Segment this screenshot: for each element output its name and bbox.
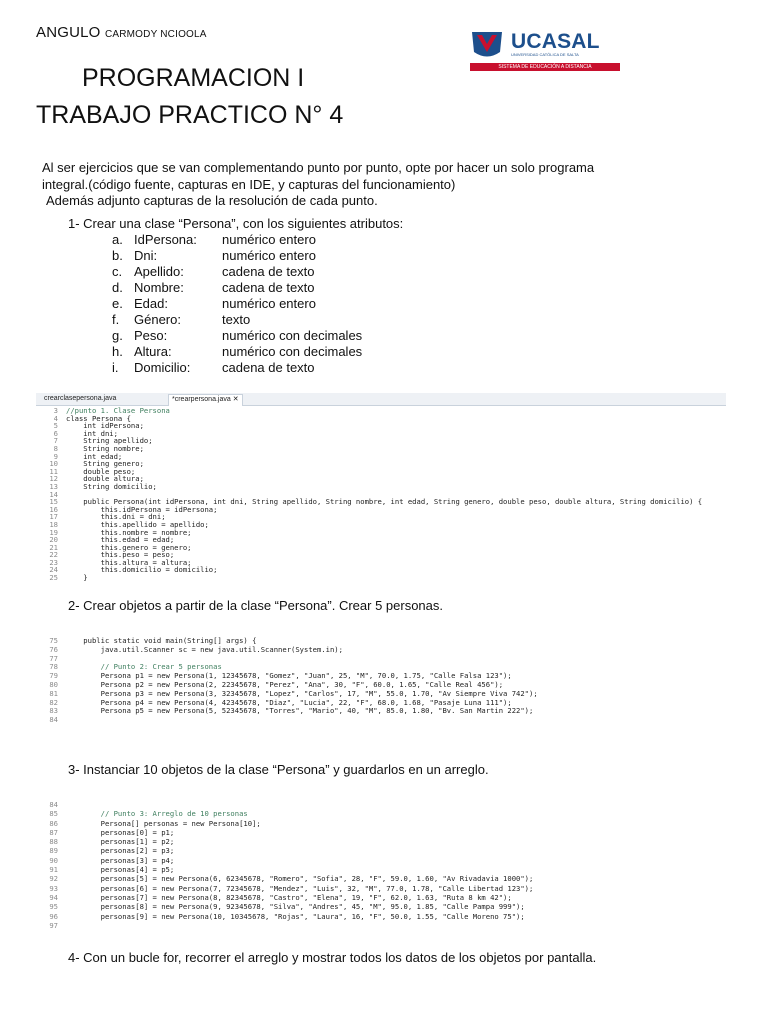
line-number: 95 [49, 902, 58, 912]
code-line [36, 482, 726, 490]
code-text: int edad; [66, 451, 123, 461]
attribute-type: numérico con decimales [222, 328, 363, 343]
attribute-name: Domicilio: [134, 360, 191, 375]
line-number: 14 [49, 489, 58, 499]
line-number: 19 [49, 527, 58, 537]
code-text: Persona p1 = new Persona(1, 12345678, "Gomez", "Juan", 25, "M", 70.0, 1.75, "Calle Falsa 123"); [66, 671, 512, 681]
code-line [36, 884, 726, 893]
line-number: 84 [49, 800, 58, 809]
line-number: 11 [49, 466, 58, 476]
code-line [36, 706, 726, 715]
line-number: 93 [49, 883, 58, 893]
code-line [36, 565, 726, 573]
attribute-name: Edad: [134, 296, 168, 311]
code-text: personas[1] = p2; [66, 837, 175, 847]
code-text: double peso; [66, 466, 136, 476]
code-line [36, 474, 726, 482]
line-number: 81 [49, 688, 58, 698]
attribute-type: numérico entero [222, 296, 316, 311]
code-screenshot-arreglo-personas [36, 800, 726, 932]
editor-tab-bar [36, 393, 726, 406]
code-line [36, 689, 726, 698]
line-number: 6 [53, 428, 58, 438]
intro-line: Al ser ejercicios que se van complementando punto por punto, opte por hacer un solo programa [42, 160, 595, 175]
close-icon: ✕ [232, 396, 239, 403]
code-text: personas[8] = new Persona(9, 92345678, "Silva", "Andres", 45, "M", 95.0, 1.85, "Calle Pampa 999"); [66, 902, 525, 912]
code-text: public Persona(int idPersona, int dni, String apellido, String nombre, int edad, String genero, double peso, double altura, String domicilio) { [66, 497, 703, 507]
code-text: personas[0] = p1; [66, 827, 175, 837]
line-number: 80 [49, 679, 58, 689]
line-number: 85 [49, 809, 58, 819]
code-text: Persona p3 = new Persona(3, 32345678, "Lopez", "Carlos", 17, "M", 55.0, 1.70, "Av Siempre Viva 742"); [66, 688, 538, 698]
code-line [36, 558, 726, 566]
attribute-type: cadena de texto [222, 280, 315, 295]
code-line [36, 636, 726, 645]
code-text: this.altura = altura; [66, 557, 192, 567]
attribute-type: numérico entero [222, 232, 316, 247]
code-line [36, 837, 726, 846]
line-number: 94 [49, 892, 58, 902]
code-text: this.dni = dni; [66, 512, 166, 522]
code-line [36, 528, 726, 536]
line-number: 75 [49, 636, 58, 645]
attribute-name: Apellido: [134, 264, 184, 279]
code-text: String apellido; [66, 436, 153, 446]
code-line [36, 452, 726, 460]
line-number: 97 [49, 920, 58, 930]
code-text: // Punto 3: Arreglo de 10 personas [66, 809, 248, 819]
code-text: java.util.Scanner sc = new java.util.Scanner(System.in); [66, 644, 343, 654]
code-line [36, 459, 726, 467]
attribute-letter: a. [112, 232, 123, 247]
code-line [36, 550, 726, 558]
code-text: String genero; [66, 459, 144, 469]
code-lines [36, 800, 726, 930]
code-line [36, 698, 726, 707]
code-text: this.idPersona = idPersona; [66, 504, 218, 514]
author-surname: ANGULO [36, 24, 101, 41]
code-line [36, 921, 726, 930]
code-line [36, 662, 726, 671]
code-text: Persona p4 = new Persona(4, 42345678, "Diaz", "Lucia", 22, "F", 68.0, 1.68, "Pasaje Luna 111"); [66, 697, 512, 707]
editor-tab-active [168, 394, 243, 406]
code-line [36, 654, 726, 663]
code-text: String domicilio; [66, 481, 157, 491]
exercise-1: 1- Crear una clase “Persona”, con los siguientes atributos: [68, 216, 404, 231]
line-number: 16 [49, 504, 58, 514]
line-number: 76 [49, 644, 58, 654]
title-line-2: TRABAJO PRACTICO N° 4 [36, 101, 344, 129]
line-number: 23 [49, 557, 58, 567]
code-text: Persona p2 = new Persona(2, 22345678, "Perez", "Ana", 30, "F", 60.0, 1.65, "Calle Real 456"); [66, 679, 504, 689]
code-text: personas[6] = new Persona(7, 72345678, "Mendez", "Luis", 32, "M", 77.0, 1.78, "Calle Libertad 123"); [66, 883, 534, 893]
code-text: // Punto 2: Crear 5 personas [66, 662, 222, 672]
code-line [36, 429, 726, 437]
code-lines [36, 636, 726, 724]
line-number: 20 [49, 535, 58, 545]
code-text: double altura; [66, 474, 144, 484]
ucasal-shield-icon [470, 30, 504, 62]
attribute-name: IdPersona: [134, 232, 197, 247]
author-name [36, 24, 207, 41]
code-line [36, 800, 726, 809]
attribute-name: Género: [134, 312, 181, 327]
attribute-name: Dni: [134, 248, 158, 263]
line-number: 9 [53, 451, 58, 461]
attribute-type: cadena de texto [222, 264, 315, 279]
code-line [36, 535, 726, 543]
line-number: 88 [49, 837, 58, 847]
code-line [36, 912, 726, 921]
editor-tab: crearclasepersona.java [44, 395, 117, 402]
line-number: 12 [49, 474, 58, 484]
code-line [36, 680, 726, 689]
line-number: 79 [49, 671, 58, 681]
line-number: 3 [53, 406, 58, 415]
logo-subtitle: UNIVERSIDAD CATÓLICA DE SALTA [511, 52, 579, 57]
line-number: 86 [49, 818, 58, 828]
attribute-name: Nombre: [134, 280, 184, 295]
code-line [36, 421, 726, 429]
line-number: 17 [49, 512, 58, 522]
title-line-1: PROGRAMACION I [82, 64, 305, 92]
intro-line: integral.(código fuente, capturas en IDE, y capturas del funcionamiento) [42, 176, 456, 192]
code-line [36, 902, 726, 911]
intro-line: Además adjunto capturas de la resolución de cada punto. [46, 193, 378, 208]
line-number: 8 [53, 443, 58, 453]
attribute-name: Peso: [134, 328, 168, 343]
line-number: 18 [49, 519, 58, 529]
attribute-type: numérico entero [222, 248, 316, 263]
line-number: 4 [53, 413, 58, 423]
line-number: 91 [49, 865, 58, 875]
code-text: personas[3] = p4; [66, 855, 175, 865]
line-number: 77 [49, 653, 58, 663]
line-number: 5 [53, 421, 58, 431]
code-text: Persona[] personas = new Persona[10]; [66, 818, 261, 828]
code-text: personas[7] = new Persona(8, 82345678, "Castro", "Elena", 19, "F", 62.0, 1.63, "Ruta 8 km 42"); [66, 892, 512, 902]
code-text: personas[5] = new Persona(6, 62345678, "Romero", "Sofia", 28, "F", 59.0, 1.60, "Av Rivadavia 1000"); [66, 874, 534, 884]
code-text: this.apellido = apellido; [66, 519, 209, 529]
attribute-letter: e. [112, 296, 123, 311]
code-line [36, 819, 726, 828]
code-line [36, 520, 726, 528]
exercise-4: 4- Con un bucle for, recorrer el arreglo y mostrar todos los datos de los objetos por pantalla. [68, 950, 597, 965]
logo-name: UCASAL [511, 30, 600, 53]
code-line [36, 809, 726, 818]
code-text: int idPersona; [66, 421, 144, 431]
line-number: 92 [49, 874, 58, 884]
intro-paragraph [42, 160, 702, 210]
line-number: 25 [49, 573, 58, 583]
code-line [36, 573, 726, 581]
code-line [36, 846, 726, 855]
exercise-2: 2- Crear objetos a partir de la clase “Persona”. Crear 5 personas. [68, 598, 444, 613]
code-text: this.edad = edad; [66, 535, 175, 545]
attribute-letter: i. [112, 360, 119, 375]
code-text: int dni; [66, 428, 118, 438]
line-number: 82 [49, 697, 58, 707]
author-rest: CARMODY NCIOOLA [104, 29, 207, 40]
line-number: 83 [49, 706, 58, 716]
code-text: public static void main(String[] args) { [66, 636, 257, 645]
code-line [36, 444, 726, 452]
code-line [36, 671, 726, 680]
code-text: this.nombre = nombre; [66, 527, 192, 537]
code-line [36, 436, 726, 444]
code-text: } [66, 573, 88, 583]
code-text: personas[2] = p3; [66, 846, 175, 856]
code-text: this.domicilio = domicilio; [66, 565, 218, 575]
code-line [36, 874, 726, 883]
attribute-letter: g. [112, 328, 123, 343]
code-text: this.peso = peso; [66, 550, 175, 560]
code-text: class Persona { [66, 413, 131, 423]
code-screenshot-class-persona [36, 393, 726, 583]
attribute-letter: c. [112, 264, 123, 279]
code-line [36, 856, 726, 865]
attribute-letter: b. [112, 248, 123, 263]
code-line [36, 865, 726, 874]
code-line [36, 512, 726, 520]
line-number: 21 [49, 542, 58, 552]
attribute-letter: f. [112, 312, 120, 327]
attribute-letter: d. [112, 280, 123, 295]
code-line [36, 828, 726, 837]
line-number: 78 [49, 662, 58, 672]
line-number: 89 [49, 846, 58, 856]
code-text: Persona p5 = new Persona(5, 52345678, "Torres", "Mario", 40, "M", 85.0, 1.80, "Bv. San Martin 222"); [66, 706, 534, 716]
line-number: 10 [49, 459, 58, 469]
code-screenshot-crear-personas [36, 636, 726, 728]
code-line [36, 715, 726, 724]
code-line [36, 505, 726, 513]
line-number: 84 [49, 715, 58, 725]
exercise-3: 3- Instanciar 10 objetos de la clase “Persona” y guardarlos en un arreglo. [68, 762, 489, 777]
code-text: String nombre; [66, 443, 144, 453]
logo-bar: SISTEMA DE EDUCACIÓN A DISTANCIA [470, 63, 620, 71]
code-line [36, 893, 726, 902]
attribute-letter: h. [112, 344, 123, 359]
line-number: 87 [49, 827, 58, 837]
line-number: 22 [49, 550, 58, 560]
line-number: 96 [49, 911, 58, 921]
attribute-type: numérico con decimales [222, 344, 363, 359]
line-number: 24 [49, 565, 58, 575]
code-text: this.genero = genero; [66, 542, 192, 552]
code-line [36, 543, 726, 551]
code-text: //punto 1. Clase Persona [66, 406, 170, 415]
code-line [36, 414, 726, 422]
line-number: 90 [49, 855, 58, 865]
code-line [36, 467, 726, 475]
editor-tab-label: *crearpersona.java [172, 396, 231, 403]
attribute-name: Altura: [134, 344, 172, 359]
code-line [36, 497, 726, 505]
attribute-type: cadena de texto [222, 360, 315, 375]
code-line [36, 406, 726, 414]
attribute-type: texto [222, 312, 251, 327]
code-line [36, 645, 726, 654]
code-text: personas[9] = new Persona(10, 10345678, "Rojas", "Laura", 16, "F", 50.0, 1.55, "Calle Moreno 75"); [66, 911, 525, 921]
code-lines [36, 406, 726, 581]
code-line [36, 490, 726, 498]
line-number: 13 [49, 481, 58, 491]
line-number: 15 [49, 497, 58, 507]
code-text: personas[4] = p5; [66, 865, 175, 875]
line-number: 7 [53, 436, 58, 446]
